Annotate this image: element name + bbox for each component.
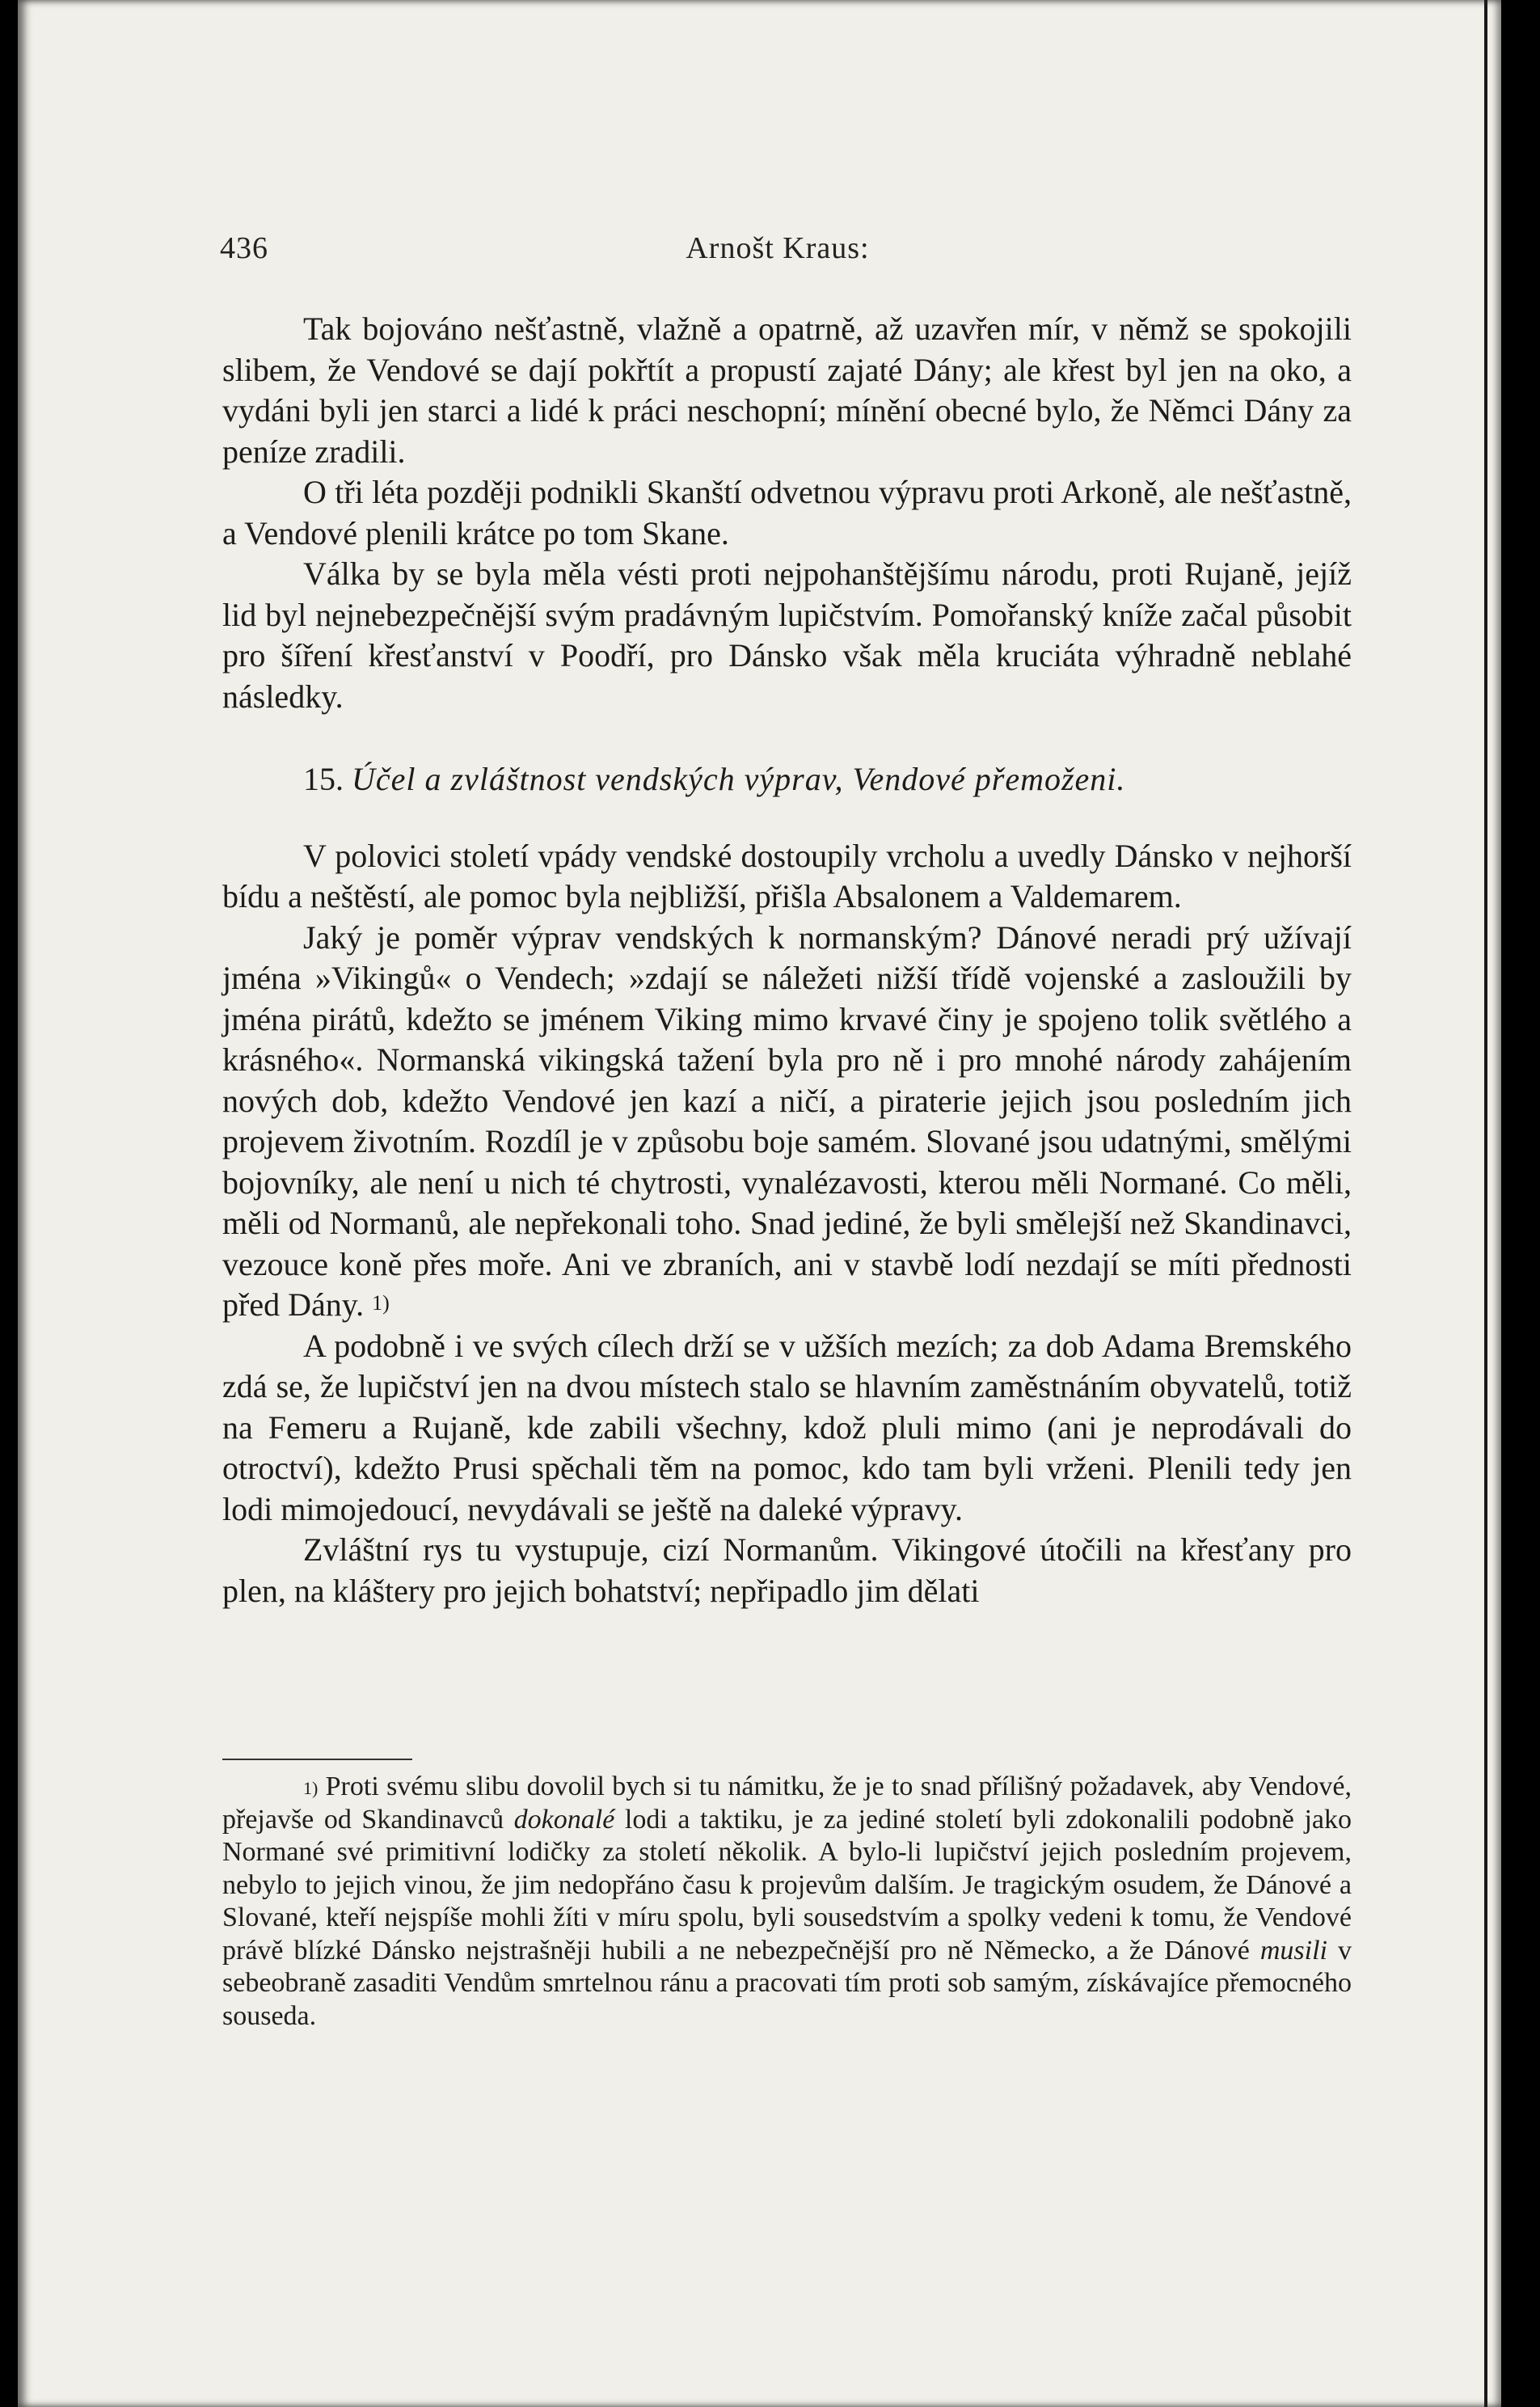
footnotes [222,1771,1352,2033]
paragraph-with-note [222,918,1352,1326]
paragraph: Zvláštní rys tu vystupuje, cizí Normanům. Vikingové útočili na křesťany pro plen, na kláštery pro jejich bohatství; nepřipadlo jim dělati [222,1531,1352,1609]
paragraph: Válka by se byla měla vésti proti nejpohanštějšímu národu, proti Rujaně, jejíž lid byl nejnebezpečnější svým pradávným lupičstvím. Pomořanský kníže začal působit pro šíření křesťanství v Poodří, pro Dánsko však měla kruciáta výhradně neblahé následky. [222,555,1352,715]
paragraph-text: Jaký je poměr výprav vendských k normanským? Dánové neradi prý užívají jména »Vikingů« o Vendech; »zdají se náležeti nižší třídě vojenské a zasloužili by jména pirátů, kdežto se jménem Viking mimo krvavé činy je spojeno tolik světlého a krásného«. Normanská vikingská tažení byla pro ně i pro mnohé národy zahájením nových dob, kdežto Vendové jen kazí a ničí, a piraterie jejich jsou posledním jich projevem životním. Rozdíl je v způsobu boje samém. Slované jsou udatnými, smělými bojovníky, ale není u nich té chytrosti, vynalézavosti, kterou měli Normané. Co měli, měli od Normanů, ale nepřekonali toho. Snad jediné, že byli smělejší než Skandinavci, vezouce koně přes moře. Ani ve zbraních, ani v stavbě lodí nezdají se míti přednosti před Dány. [222,918,1352,1323]
page-header [204,230,1352,279]
footnote-emphasis: dokonalé [513,1804,615,1835]
footnote-emphasis: musili [1259,1935,1327,1966]
page-edge-line [1484,0,1487,2407]
footnote-text: lodi a taktiku, je za jediné století byli zdokonalili podobně jako Normané své primitivní lodičky za století několik. A bylo-li lupičství jejich posledním projevem, nebylo to jejich vinou, že jim nedopřáno času k projevům dalším. Je tragickým osudem, že Dánové a Slované, kteří nejspíše mohli žíti v míru spolu, byli sousedstvím a spolky vedeni k tomu, že Vendové právě blízké Dánsko nejstrašněji hubili a ne nebezpečnější pro ně Německo, a že Dánové [222,1804,1352,1966]
body-text [222,309,1352,1611]
paragraph: Tak bojováno nešťastně, vlažně a opatrně, až uzavřen mír, v němž se spokojili slibem, že Vendové se dají pokřtít a propustí zajaté Dány; ale křest byl jen na oko, a vydáni byli jen starci a lidé k práci neschopní; mínění obecné bylo, že Němci Dány za peníze zradili. [222,310,1352,470]
section-number: 15. [303,761,344,797]
section-title: Účel a zvláštnost vendských výprav, Vendové přemoženi. [352,761,1126,797]
page-number: 436 [220,231,268,265]
footnote [222,1771,1352,2033]
running-head: Arnošt Kraus: [686,231,870,265]
footnote-text: v sebeobraně zasaditi Vendům smrtelnou ránu a pracovati tím proti sob samým, získávajíce přemocného souseda. [222,1935,1352,2031]
section-heading [222,759,1352,800]
paragraph: A podobně i ve svých cílech drží se v užších mezích; za dob Adama Bremského zdá se, že lupičství jen na dvou místech stalo se hlavním zaměstnáním obyvatelů, totiž na Femeru a Rujaně, kde zabili všechny, kdož pluli mimo (ani je neprodávali do otroctví), kdežto Prusi spěchali těm na pomoc, kdo tam byli vrženi. Plenili tedy jen lodi mimojedoucí, nevydávali se ještě na daleké výpravy. [222,1327,1352,1527]
footnote-text: Proti svému slibu dovolil bych si tu námitku, že je to snad přílišný požadavek, aby Vendové, přejavše od Skandinavců [222,1771,1352,1835]
scan-border [1501,0,1540,2407]
paragraph: V polovici století vpády vendské dostoupily vrcholu a uvedly Dánsko v nejhorší bídu a neštěstí, ale pomoc byla nejbližší, přišla Absalonem a Valdemarem. [222,837,1352,914]
footnote-reference: 1) [372,1291,390,1315]
paragraph: O tři léta později podnikli Skanští odvetnou výpravu proti Arkoně, ale nešťastně, a Vendové plenili krátce po tom Skane. [222,474,1352,551]
footnote-marker: 1) [303,1778,319,1798]
footnote-divider [222,1759,412,1760]
